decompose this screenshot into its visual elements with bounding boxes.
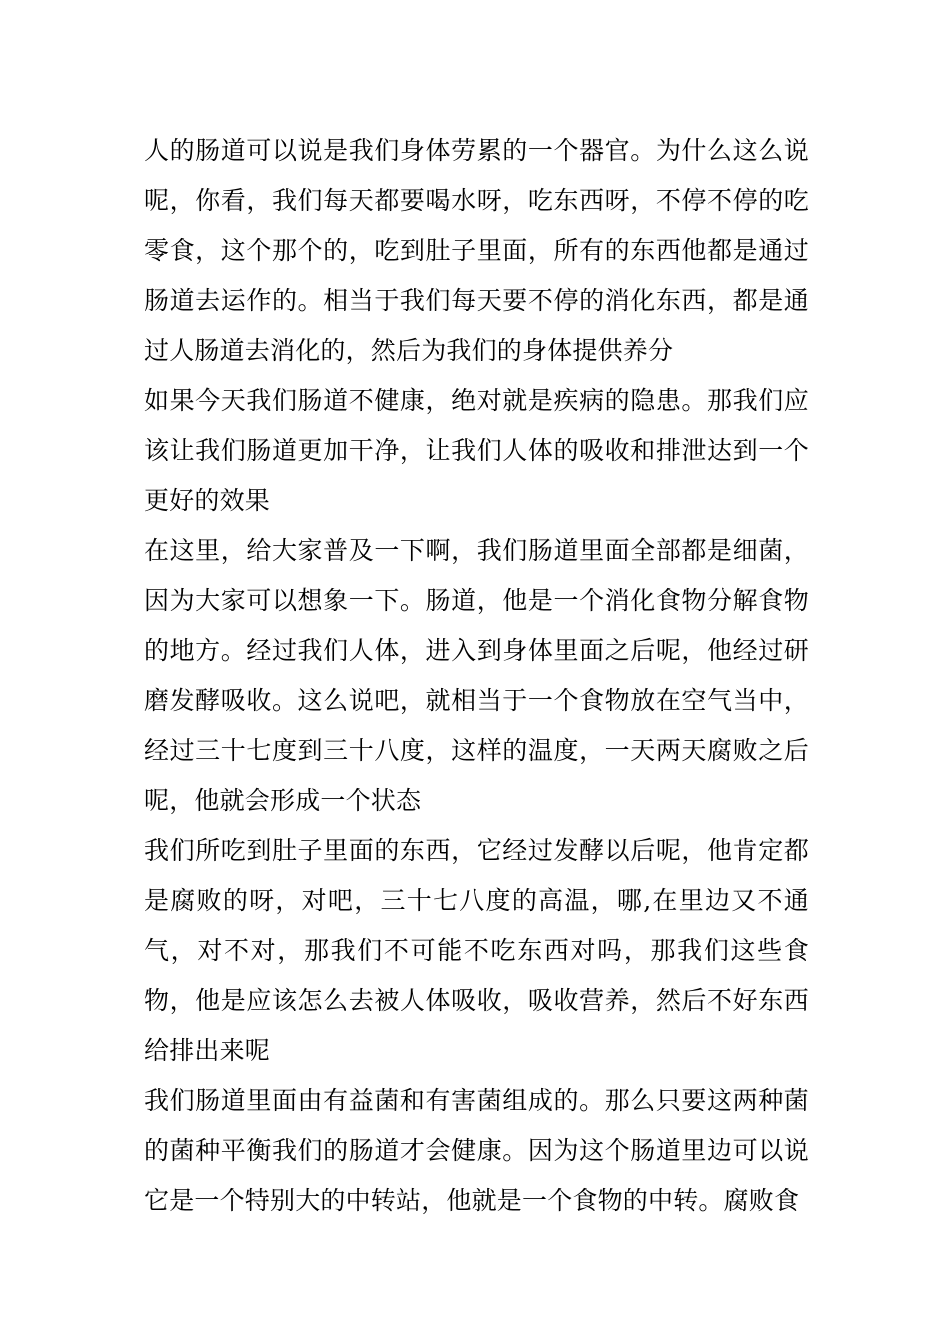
- document-body: [144, 126, 809, 1226]
- paragraph-5: 我们肠道里面由有益菌和有害菌组成的。那么只要这两种菌的菌种平衡我们的肠道才会健康。因为这个肠道里边可以说它是一个特别大的中转站，他就是一个食物的中转。腐败食: [144, 1086, 809, 1215]
- paragraph-3: 在这里，给大家普及一下啊，我们肠道里面全部都是细菌，因为大家可以想象一下。肠道，他是一个消化食物分解食物的地方。经过我们人体，进入到身体里面之后呢，他经过研磨发酵吸收。这么说吧，就相当于一个食物放在空气当中，经过三十七度到三十八度，这样的温度，一天两天腐败之后呢，他就会形成一个状态: [144, 536, 809, 815]
- paragraph-4: 我们所吃到肚子里面的东西，它经过发酵以后呢，他肯定都是腐败的呀，对吧，三十七八度的高温，哪,在里边又不通气，对不对，那我们不可能不吃东西对吗，那我们这些食物，他是应该怎么去被人体吸收，吸收营养，然后不好东西给排出来呢: [144, 836, 809, 1065]
- paragraph-2: 如果今天我们肠道不健康，绝对就是疾病的隐患。那我们应该让我们肠道更加干净，让我们人体的吸收和排泄达到一个更好的效果: [144, 386, 809, 515]
- paragraph-1: 人的肠道可以说是我们身体劳累的一个器官。为什么这么说呢，你看，我们每天都要喝水呀，吃东西呀，不停不停的吃零食，这个那个的，吃到肚子里面，所有的东西他都是通过肠道去运作的。相当于我们每天要不停的消化东西，都是通过人肠道去消化的，然后为我们的身体提供养分: [144, 136, 809, 365]
